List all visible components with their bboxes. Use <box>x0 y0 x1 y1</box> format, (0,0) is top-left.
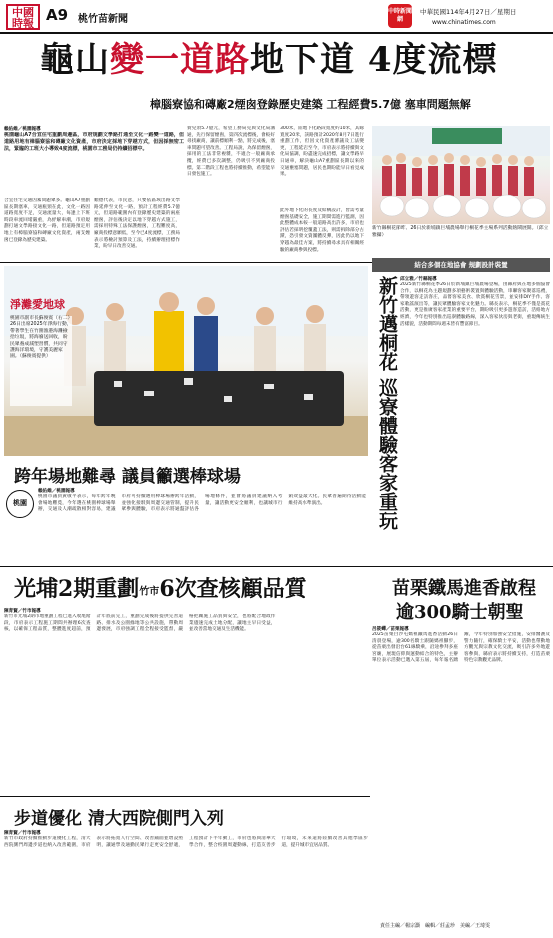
lead-summary-text: 桃園龜山A7合宜住宅重劃周邊區，市府規劃文學路打通至文化一路變一道路，但道路用地有樟腦寮協和磚廠文化資產，市府決定採地下穿越方式，但因採無密工法，緊臨的工班大小導致4度流標，桃園市工務局仍持續招標中。 <box>4 132 184 152</box>
guangpu-article <box>4 608 368 794</box>
headline-part: 地下道 4度流標 <box>250 40 498 80</box>
guangpu-byline: 陳育賢／竹市報導 <box>4 609 41 614</box>
flower-festival-photo <box>372 126 550 224</box>
website-link[interactable]: www.chinatimes.com <box>432 19 496 26</box>
hakka-article <box>400 276 550 576</box>
crowd-illustration <box>372 126 550 224</box>
newspaper-logo: 中國時報 <box>6 4 40 30</box>
miaoli-article <box>372 626 550 916</box>
date-line: 中華民國114年4月27日／星期日 <box>420 8 517 16</box>
lead-column-5: 此外地下化的長度及結構設計，皆需考量煙囪基礎安全，施工期間需進行監測，因此整體成本較一般道路高出許多，市府也評估若採明挖覆蓋工法，則需拆除部分古蹟，恐引發文資團體反彈，因此仍以地下穿越為最佳方案，將持續尋求具有相關經驗的廠商參與投標。 <box>280 208 364 253</box>
masthead <box>0 0 553 34</box>
brand-logo: 中時新聞網 <box>388 4 412 28</box>
lead-summary <box>4 126 184 196</box>
lead-column-3: 費兒須5.7億元，希望工務局克與文化局溝通，先行保留煙囪，第四次流標後，會較好尋找廠商，讓前標順利一點，將完成後，塞車問題可望改善。工程局說，為保留煙囪，採用的工法非常複雜，不適合一般廠商承攬，經費已多次調整，仍吸引不到廠商投標。第二階段工程也將持續推動，希望能早日發包施工。 <box>187 126 275 178</box>
walkway-headline: 步道優化 清大西院側門入列 <box>14 809 224 829</box>
section-name: 桃竹苗新聞 <box>78 14 128 25</box>
miaoli-byline: 呂筱蟬／苗栗報導 <box>372 627 409 632</box>
lead-byline: 賴佑維／桃園報導 <box>4 127 41 132</box>
miaoli-text: 2025苗栗白沙屯媽祖鐵馬進香活動26日清晨登場，逾300名騎士跟隨媽祖腳步，從苗栗出發沿台61線騎乘，沿途參拜多座宮廟，展現信仰與運動結合的特色，主辦單位表示活動已邁入第五屆，每年報名踴躍，今年特別加強安全措施，安排醫護及警力隨行，確保騎士平安，活動也帶動地方觀光與宗教文化交流，吸引許多外地遊客參與，縣府表示將持續支持，打造苗栗特色宗教觀光品牌。 <box>372 632 550 664</box>
beach-section-title: 淨灘愛地球 <box>10 298 65 311</box>
divider <box>0 262 372 263</box>
miaoli-headline-2: 逾300騎士朝聖 <box>396 602 524 623</box>
headline-part: 龜山 <box>40 40 110 80</box>
walkway-text: 新竹市政府持續推動步道優化工程，清大西院側門周邊步道也納入改善範圍，市府表示將拓寬人行空間、改善鋪面並增設照明，讓通學及通勤民眾行走更安全舒適，工程預計下半年動工，市府也將與清華大學合作，整合校園周邊動線，打造友善步行環境，未來還將陸續改善其他學區步道，提升城市宜居品質。 <box>4 836 368 848</box>
tennis-byline: 賴佑維／桃園報導 <box>38 489 75 494</box>
location-badge <box>6 490 34 518</box>
hakka-text: 2025新竹縣桐花季26日於新埔鎮巨埔農場登場，由縣府與在地多個協會合作，以桐花為主題規劃多項藝術裝置與體驗活動，串聯客家聚落巡禮，帶領遊客走訪客庄，品嘗客家美食、欣賞桐花雪景，並安排DIY手作、客家歌謠演出等，讓民眾體驗客家文化魅力。縣長表示，桐花季不僅是賞花活動，更是推廣客家產業的重要平台，期盼吸引更多遊客造訪，活絡地方經濟，今年也特別推出巡寮體驗路線，深入客家伙房與老街，重現傳統生活樣貌，活動期間每週末皆有豐富節目。 <box>400 282 550 327</box>
lead-column-1: 合宜住宅交通因素問題眾多。龜山A7重劃區長期塞車，交通瓶頸在此，文化一路因道路寬度不足，交通流量大，每逢上下班時段車流回堵嚴重，為紓解車潮，市府規劃打通文學路接文化一路，但道路預定用地上有樟腦寮協和磚廠文化資產，兩支煙囪已登錄為歷史建築。 <box>4 198 90 243</box>
hakka-banner-text: 結合多個在地協會 規劃設計裝置 <box>414 261 508 269</box>
lead-column-2: 順德代表，市民意，只要依區域出路文學路延伸至文化一路，預計工程經費5.7億元，但道路範圍內有登錄歷史建築的兩座煙囪，評估後決定以地下穿越方式施工，需採用特殊工法保護煙囪，工程難度高，廠商投標意願低，至今已4度流標，工務局表示將檢討預算及工法，持續辦理招標作業，盼早日改善交通。 <box>94 198 180 250</box>
lead-column-4: 300米，陸地下化路段寬度約10米，其餘寬度20米，該路預計2020年8月7日進行重劃工作，但因文化資產審議及工法變更，工程延宕至今，市府表示將持續與文化局協調，盼盡速完成招標，讓文學路早日通車，解決龜山A7重劃區長期以來的交通壅塞問題，居民也期盼能早日看見成果。 <box>280 126 364 178</box>
tennis-article <box>38 488 366 564</box>
flower-festival-caption: 新竹縣桐花節昨、26日於新埔鎮巨埔農場舉行桐花季主場系列活動熱鬧展開。（邱立雅攝） <box>372 226 549 238</box>
walkway-byline: 陳育賢／竹市報導 <box>4 831 41 836</box>
guangpu-headline <box>14 572 307 603</box>
tennis-headline: 跨年場地難尋 議員籲選棒球場 <box>14 467 241 487</box>
guangpu-headline-tag: 竹市 <box>139 586 160 598</box>
hakka-byline: 邱立雅／竹縣報導 <box>400 277 437 282</box>
lead-headline <box>40 40 498 80</box>
guangpu-headline-part: 6次查核顧品質 <box>159 576 307 602</box>
tennis-text: 桃園市議員黃敬平表示，每年跨年晚會場地難覓，今年選在桃園棒球場舉辦，交通及人潮疏散相對容易，建議市府可持續選用棒球場辦跨年活動，並強化接駁與周邊交通管制，提升民眾參與體驗，市府表示將通盤評估各場地條件，並會將議員建議納入考量，讓活動更安全順利，也讓城市行銷效益最大化。民眾普遍期待活動能維持高水準演出。 <box>38 494 366 513</box>
editor-credits: 責任主編／楊宗灝 編輯／莊孟珍 美編／王琦雯 <box>380 923 491 929</box>
lead-subheadline: 樟腦寮協和磚廠2煙囪登錄歷史建築 工程經費5.7億 塞車問題無解 <box>150 98 471 111</box>
page-number: A9 <box>46 6 69 24</box>
divider <box>0 566 553 567</box>
location-badge-text: 桃園 <box>13 499 27 507</box>
miaoli-headline-1: 苗栗鐵馬進香啟程 <box>392 578 536 599</box>
walkway-article <box>4 830 368 918</box>
guangpu-headline-part: 光埔2期重劃 <box>14 576 140 602</box>
hakka-headline: 新竹邁桐花 巡寮體驗客家重玩 <box>376 276 398 530</box>
divider <box>0 796 370 797</box>
hakka-banner <box>372 258 550 272</box>
beach-caption: 桃園市副市長蘇俊賓（右二）26日出席2025年淨海行動，帶著學生在竹圍漁港海灘撿拾垃圾，將海廢送回收，盼民眾養成減塑習慣，共同守護海洋環境，守護美麗家園。（蘇俊賓提供） <box>10 316 72 406</box>
guangpu-text: 新竹市光埔2期市地重劃工程已進入收尾階段，市府表示工程施工期間共辦理6次查核，以確保工程品質，整體進度超前，預計年底前完工，重劃完成後將提供完善道路、排水及公園綠地等公共設施，帶動周邊發展，市府強調工程全程接受監督，嚴格把關施工品質與安全，也將配合地政作業儘速完成土地分配，讓地主早日受益，並改善當地交通及生活機能。 <box>4 614 276 633</box>
headline-highlight: 變一道路 <box>110 40 250 80</box>
